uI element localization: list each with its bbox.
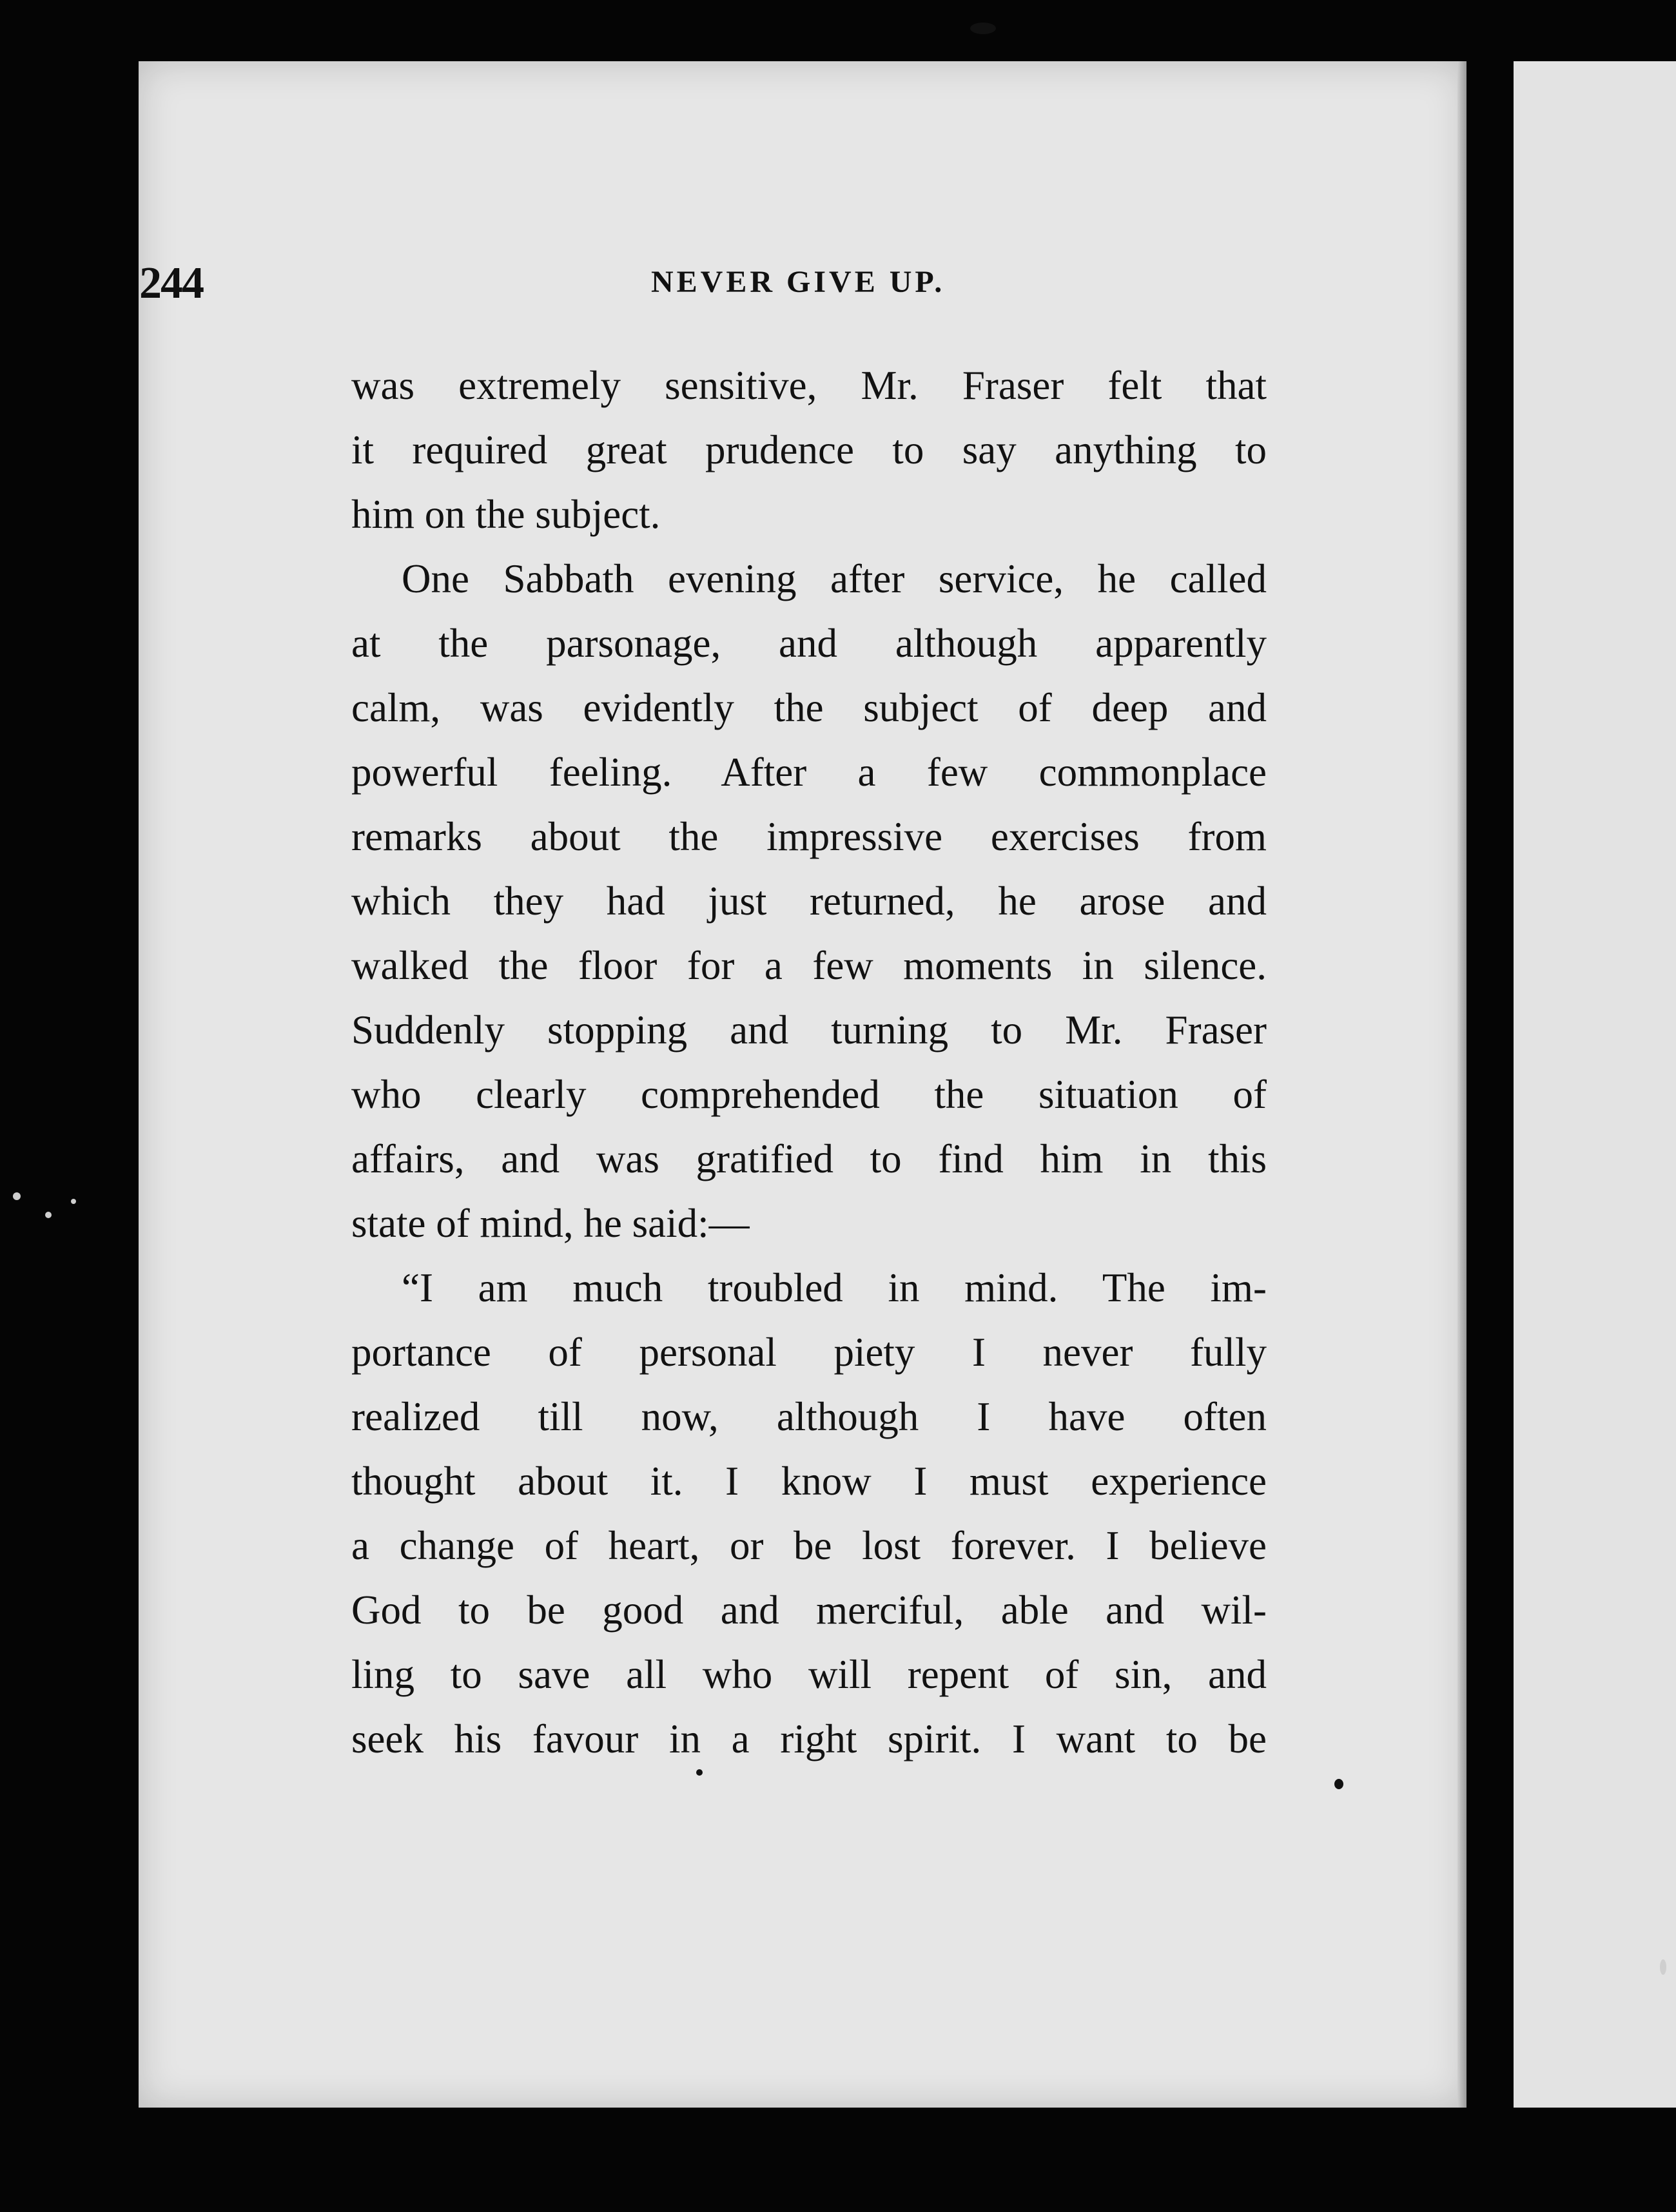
scan-speck	[1334, 1779, 1343, 1789]
text-line: it required great prudence to say anything to	[351, 427, 1267, 472]
running-head: NEVER GIVE UP.	[651, 265, 946, 299]
scan-speck	[45, 1212, 52, 1218]
scan-speck	[696, 1769, 703, 1776]
text-line: walked the floor for a few moments in silence.	[351, 943, 1267, 988]
scan-speck	[970, 23, 996, 34]
text-line: God to be good and merciful, able and wil-	[351, 1587, 1267, 1633]
text-line: at the parsonage, and although apparently	[351, 621, 1267, 666]
text-line: which they had just returned, he arose and	[351, 878, 1267, 924]
scan-speck	[1660, 1959, 1666, 1975]
page-edge-shadow	[1457, 61, 1466, 2108]
text-line: seek his favour in a right spirit. I want to be	[351, 1716, 1267, 1761]
text-line: Suddenly stopping and turning to Mr. Fraser	[351, 1007, 1267, 1053]
page-number: 244	[139, 258, 203, 308]
facing-page-edge	[1514, 61, 1676, 2108]
text-line: a change of heart, or be lost forever. I believe	[351, 1523, 1267, 1568]
text-line: ling to save all who will repent of sin, and	[351, 1652, 1267, 1697]
scan-speck	[13, 1192, 21, 1200]
text-line: “I am much troubled in mind. The im-	[402, 1265, 1267, 1310]
text-line: One Sabbath evening after service, he called	[402, 556, 1267, 601]
text-line: remarks about the impressive exercises from	[351, 814, 1267, 859]
text-line: portance of personal piety I never fully	[351, 1330, 1267, 1375]
text-line: calm, was evidently the subject of deep and	[351, 685, 1267, 730]
body-text	[351, 353, 1267, 1771]
text-line: who clearly comprehended the situation of	[351, 1072, 1267, 1117]
text-line: was extremely sensitive, Mr. Fraser felt that	[351, 363, 1267, 408]
text-line: affairs, and was gratified to find him in this	[351, 1136, 1267, 1181]
text-line: powerful feeling. After a few commonplace	[351, 750, 1267, 795]
text-line: him on the subject.	[351, 492, 661, 537]
text-line: state of mind, he said:—	[351, 1201, 750, 1246]
text-line: realized till now, although I have often	[351, 1394, 1267, 1439]
scan-speck	[71, 1199, 76, 1204]
text-line: thought about it. I know I must experience	[351, 1459, 1267, 1504]
